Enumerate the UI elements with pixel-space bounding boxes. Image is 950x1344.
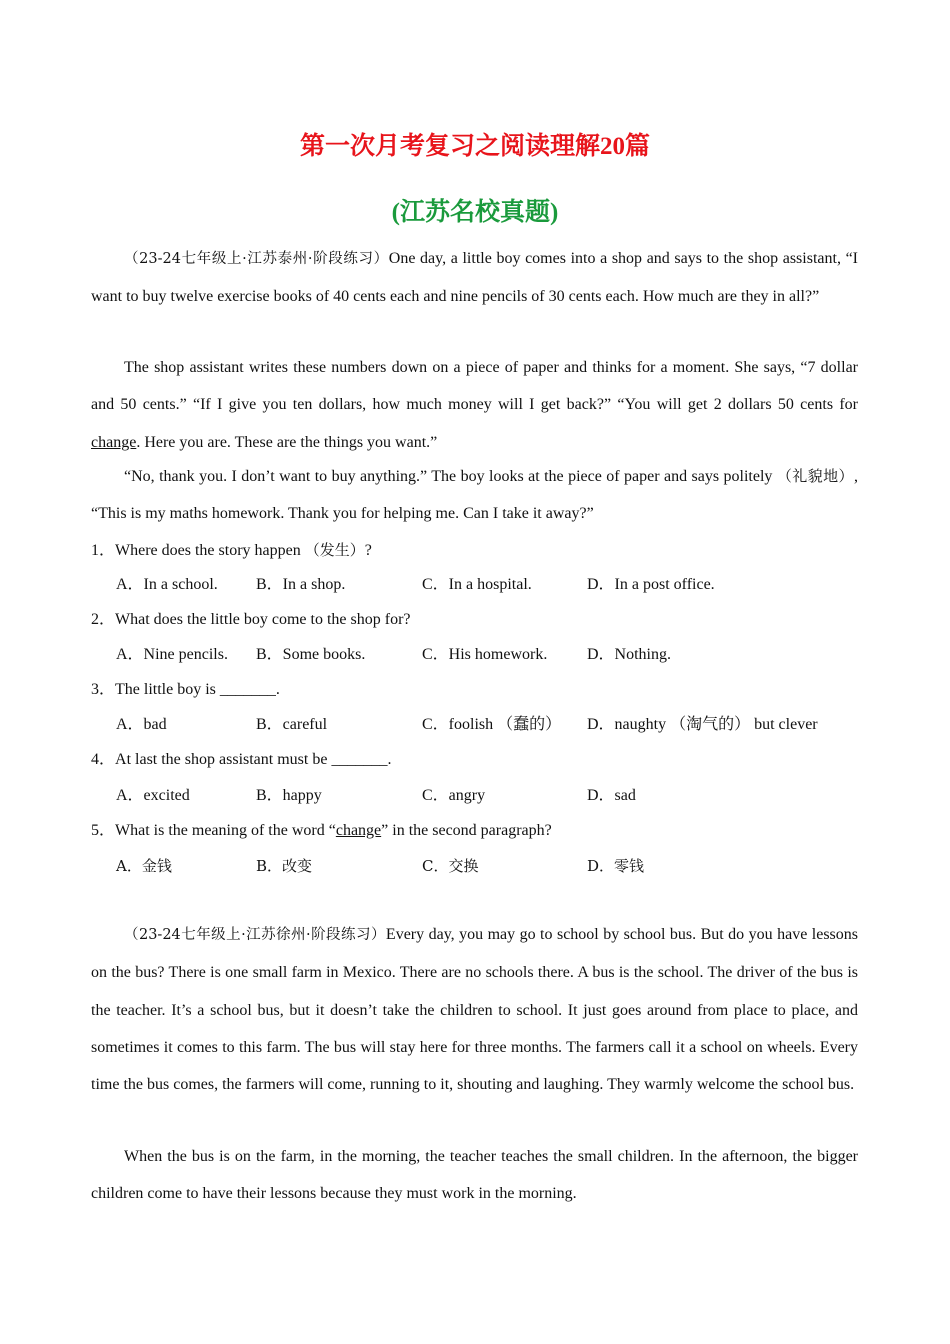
question-1-options: [116, 575, 876, 595]
question-3: [91, 680, 280, 700]
question-2: [91, 610, 411, 630]
question-3-options: [116, 715, 876, 735]
passage1-p1-text: One day, a little boy comes into a shop and says to the shop assistant, “I want to buy twelve exercise books of 40 cents each and nine pencils of 30 cents each. How much are they in all?”: [91, 250, 859, 306]
option-c: C．交换: [422, 857, 479, 875]
option-c: C．foolish （蠢的）: [422, 716, 562, 733]
passage1-p2-text: The shop assistant writes these numbers down on a piece of paper and thinks for a moment. She says, “7 dollar and 50 cents.” “If I give you ten dollars, how much money will I get back?” “You will get 2 dollars 50 cents for: [91, 359, 858, 414]
option-a: A．金钱: [116, 857, 172, 875]
passage1-source: （23-24七年级上·江苏泰州·阶段练习）: [124, 251, 389, 267]
question-number: 5．: [91, 822, 116, 839]
option-b: B．改变: [256, 857, 313, 875]
passage1-p3-text: “No, thank you. I don’t want to buy anything.” The boy looks at the piece of paper and says politely: [124, 468, 777, 485]
question-2-options: [116, 645, 876, 665]
question-tail: ?: [364, 542, 372, 559]
passage1-paragraph2: [91, 349, 858, 461]
question-text: The little boy is _______.: [115, 681, 280, 698]
question-4: [91, 750, 391, 770]
question-text: Where does the story happen: [115, 542, 305, 559]
passage2-source: （23-24七年级上·江苏徐州·阶段练习）: [124, 927, 386, 943]
option-b: B．careful: [256, 716, 328, 733]
question-5: [91, 821, 552, 841]
passage2-paragraph2: [91, 1138, 858, 1213]
option-d: D．Nothing.: [587, 646, 672, 663]
question-1: [91, 540, 372, 561]
question-number: 1．: [91, 542, 116, 559]
passage1-paragraph3: [91, 458, 858, 533]
question-text: What does the little boy come to the shop for?: [115, 611, 411, 628]
option-b: B．Some books.: [256, 646, 366, 663]
question-number: 4．: [91, 751, 116, 768]
option-b: B．happy: [256, 787, 322, 804]
option-c: C．angry: [422, 787, 486, 804]
option-a: A．In a school.: [116, 576, 218, 593]
underlined-word-change: change: [91, 433, 137, 451]
passage2-p1-text: Every day, you may go to school by school bus. But do you have lessons on the bus? There is one small farm in Mexico. There are no schools there. A bus is the school. The driver of the bus is the teacher. It’s a school bus, but it doesn’t take the children to school. It just goes around from place to place, and sometimes it comes to this farm. The bus will stay here for three months. The farmers call it a school on wheels. Every time the bus comes, the farmers will come, running to it, shouting and laughing. They warmly welcome the school bus.: [91, 926, 858, 1094]
question-5-options: [116, 856, 876, 876]
option-d: D．零钱: [587, 857, 645, 875]
question-text: What is the meaning of the word “: [115, 822, 336, 839]
option-c: C．His homework.: [422, 646, 548, 663]
option-b: B．In a shop.: [256, 576, 346, 593]
passage2-p2-text: When the bus is on the farm, in the morning, the teacher teaches the small children. In the afternoon, the bigger children come to have their lessons because they must work in the morning.: [91, 1148, 858, 1203]
option-a: A．bad: [116, 716, 167, 733]
gloss-note: （发生）: [304, 541, 365, 559]
passage2-paragraph1: [91, 916, 858, 1103]
question-number: 3．: [91, 681, 116, 698]
passage1-p3-tail: , “This is my maths homework. Thank you for helping me. Can I take it away?”: [91, 468, 858, 523]
passage1-p2-tail: . Here you are. These are the things you want.”: [136, 433, 438, 451]
underlined-word-change: change: [335, 822, 382, 839]
passage1-paragraph1: [91, 240, 858, 316]
document-subtitle: (江苏名校真题): [391, 199, 559, 226]
option-a: A．Nine pencils.: [116, 646, 228, 663]
question-text: At last the shop assistant must be _______.: [115, 751, 392, 768]
option-d: D．sad: [587, 787, 636, 804]
document-title: 第一次月考复习之阅读理解20篇: [299, 133, 650, 160]
option-a: A．excited: [116, 787, 190, 804]
question-tail: ” in the second paragraph?: [381, 822, 552, 839]
option-d: D．In a post office.: [587, 576, 715, 593]
option-d: D．naughty （淘气的） but clever: [587, 716, 818, 733]
option-c: C．In a hospital.: [422, 576, 532, 593]
gloss-note: （礼貌地）: [776, 467, 854, 485]
question-number: 2．: [91, 611, 116, 628]
question-4-options: [116, 786, 876, 806]
